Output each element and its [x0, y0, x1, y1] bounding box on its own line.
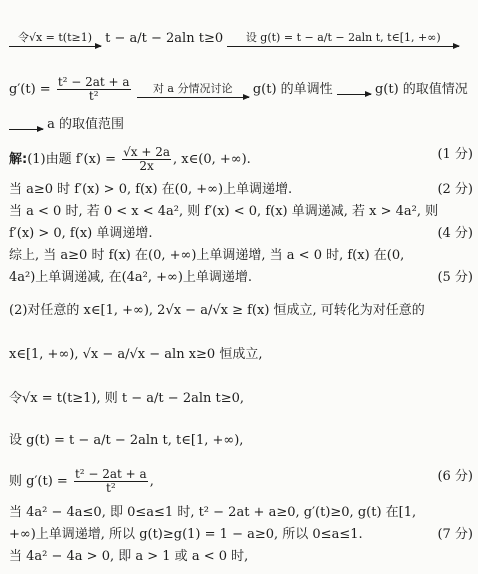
flow-arrow-substitution — [9, 31, 101, 47]
flow-value-range: g(t) 的取值情况 — [374, 82, 468, 97]
arrow-icon — [9, 46, 101, 47]
flow-row-2 — [9, 76, 468, 103]
solution-line-5 — [9, 247, 473, 265]
solution-text: f′(x) > 0, f(x) 单调递增. — [9, 226, 153, 241]
solution-line-1 — [9, 146, 473, 173]
flow-arrow — [9, 128, 43, 130]
score-mark: (1 分) — [437, 147, 473, 162]
solution-text: 4a²)上单调递减, 在(4a², +∞)上单调递增. — [9, 270, 253, 285]
fraction-numerator: t² − 2at + a — [57, 75, 130, 89]
solution-line-2 — [9, 181, 473, 199]
score-mark: (6 分) — [437, 469, 473, 484]
solution-line-10 — [9, 432, 473, 450]
solution-text: , x∈(0, +∞). — [173, 152, 251, 167]
flow-arrow-label: 令√x = t(t≥1) — [17, 30, 93, 44]
flow-derivative-lhs: g′(t) = — [9, 82, 51, 97]
score-mark: (7 分) — [437, 527, 473, 542]
solution-heading: 解: — [9, 152, 28, 167]
solution-line-9 — [9, 390, 473, 408]
fraction-denominator: t² — [106, 481, 116, 495]
fraction-numerator: t² − 2at + a — [74, 467, 147, 481]
solution-line-4 — [9, 225, 473, 243]
flow-arrow-label: 对 a 分情况讨论 — [152, 81, 233, 95]
score-mark: (2 分) — [437, 182, 473, 197]
solution-text: (2)对任意的 x∈[1, +∞), 2√x − a/√x ≥ f(x) 恒成立, 可转化为对任意的 — [9, 303, 425, 318]
flow-monotonicity: g(t) 的单调性 — [252, 82, 333, 97]
solution-line-8 — [9, 346, 473, 364]
solution-line-12 — [9, 504, 473, 522]
solution-text: 当 a < 0 时, 若 0 < x < 4a², 则 f′(x) < 0, f(x) 单调递减, 若 x > 4a², 则 — [9, 204, 439, 219]
solution-text: 令√x = t(t≥1), 则 t − a/t − 2aln t≥0, — [9, 391, 245, 406]
solution-line-7 — [9, 302, 473, 320]
flow-row-1 — [9, 30, 459, 48]
arrow-icon — [9, 129, 43, 130]
arrow-icon — [337, 94, 371, 95]
solution-text: 则 g′(t) = — [9, 474, 72, 489]
solution-text: 当 4a² − 4a≤0, 即 0≤a≤1 时, t² − 2at + a≥0, g′(t)≥0, g(t) 在[1, — [9, 505, 417, 520]
solution-text: , — [149, 474, 154, 489]
solution-text: +∞)上单调递增, 所以 g(t)≥g(1) = 1 − a≥0, 所以 0≤a≤1. — [9, 527, 363, 542]
solution-text: x∈[1, +∞), √x − a/√x − aln x≥0 恒成立, — [9, 347, 263, 362]
solution-text: 综上, 当 a≥0 时 f(x) 在(0, +∞)上单调递增, 当 a < 0 时, f(x) 在(0, — [9, 248, 405, 263]
solution-text: 设 g(t) = t − a/t − 2aln t, t∈[1, +∞), — [9, 433, 244, 448]
solution-text: 当 a≥0 时 f′(x) > 0, f(x) 在(0, +∞)上单调递增. — [9, 182, 293, 197]
arrow-icon — [227, 46, 459, 47]
flow-row-3 — [9, 116, 124, 134]
fraction-numerator: √x + 2a — [123, 145, 171, 159]
solution-line-13 — [9, 526, 473, 544]
solution-line-6 — [9, 269, 473, 287]
flow-arrow-discuss — [137, 82, 249, 98]
flow-arrow-label: 设 g(t) = t − a/t − 2aln t, t∈[1, +∞) — [245, 30, 441, 44]
flow-arrow — [337, 93, 371, 95]
score-mark: (4 分) — [437, 226, 473, 241]
arrow-icon — [137, 97, 249, 98]
fraction-denominator: t² — [88, 89, 99, 103]
flow-final: a 的取值范围 — [47, 117, 125, 132]
derivative-fraction — [74, 468, 148, 495]
solution-text: 当 4a² − 4a > 0, 即 a > 1 或 a < 0 时, — [9, 549, 249, 564]
solution-text: (1)由题 f′(x) = — [27, 152, 121, 167]
flow-inequality: t − a/t − 2aln t≥0 — [105, 31, 224, 46]
solution-line-14 — [9, 548, 473, 566]
score-mark: (5 分) — [437, 270, 473, 285]
derivative-fraction — [122, 146, 171, 173]
solution-line-3 — [9, 203, 473, 221]
fraction-denominator: 2x — [139, 159, 154, 173]
flow-derivative-fraction — [57, 76, 131, 103]
flow-arrow-define-g — [227, 31, 459, 47]
solution-line-11 — [9, 468, 473, 495]
